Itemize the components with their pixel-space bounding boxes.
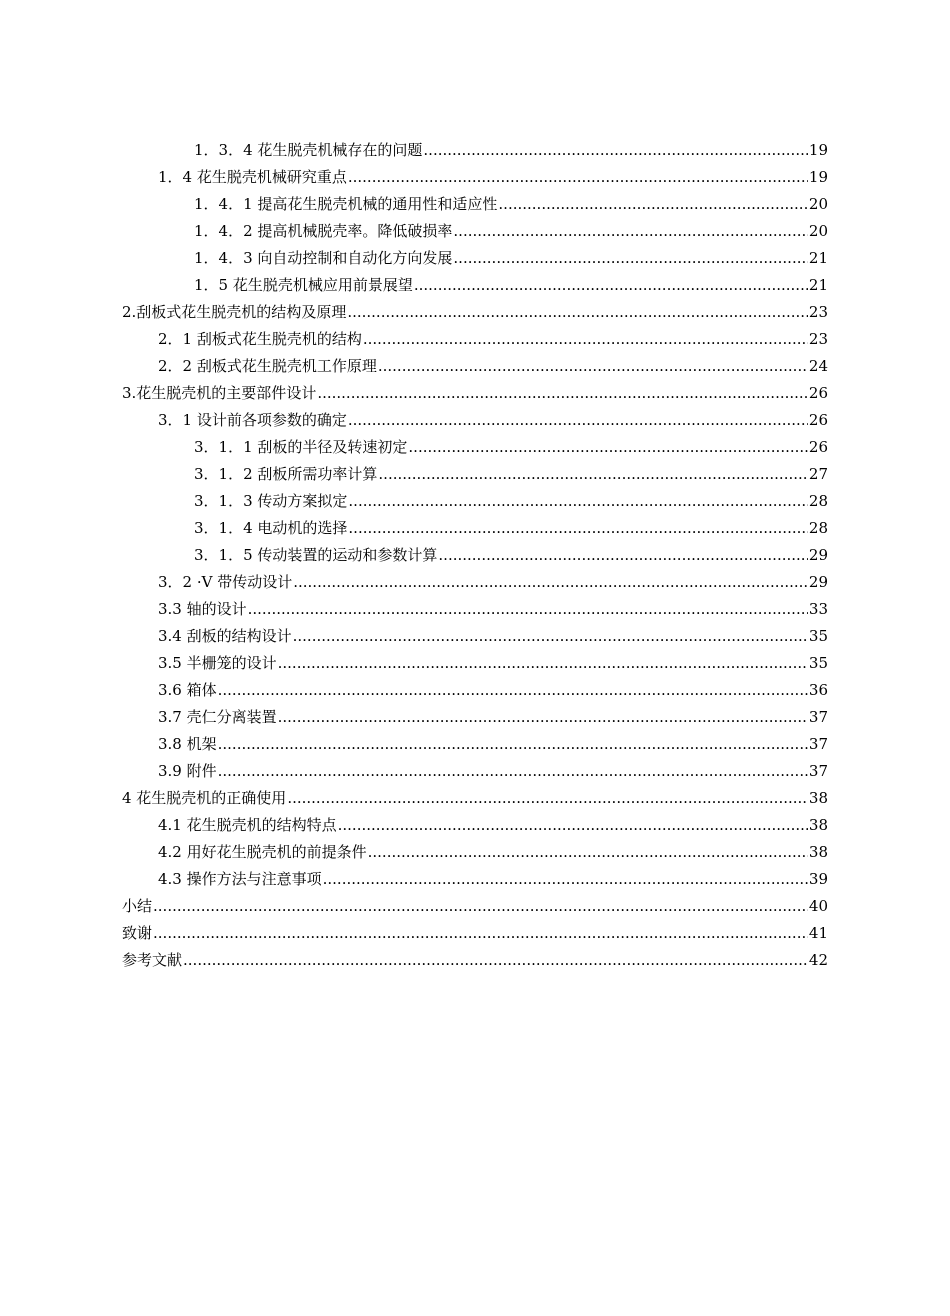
toc-entry-title: 3．1 设计前各项参数的确定 xyxy=(158,411,347,429)
toc-entry-title: 2．2 刮板式花生脱壳机工作原理 xyxy=(158,357,377,375)
toc-entry[interactable] xyxy=(158,677,828,699)
toc-leader-dots xyxy=(218,681,808,699)
toc-leader-dots xyxy=(218,735,808,753)
toc-entry[interactable] xyxy=(158,326,828,348)
toc-leader-dots xyxy=(183,951,808,969)
toc-entry[interactable] xyxy=(194,272,828,294)
toc-entry-page: 38 xyxy=(808,789,828,807)
toc-entry-page: 29 xyxy=(808,573,828,591)
toc-entry-title: 1．4．2 提高机械脱壳率。降低破损率 xyxy=(194,222,453,240)
toc-entry-page: 37 xyxy=(808,735,828,753)
toc-entry-title: 3.5 半栅笼的设计 xyxy=(158,654,277,672)
toc-entry-page: 21 xyxy=(808,249,828,267)
toc-entry-title: 参考文献 xyxy=(122,951,183,969)
toc-leader-dots xyxy=(378,357,808,375)
toc-entry[interactable] xyxy=(158,353,828,375)
toc-entry-page: 37 xyxy=(808,762,828,780)
toc-entry-page: 26 xyxy=(808,411,828,429)
toc-entry-page: 23 xyxy=(808,330,828,348)
toc-entry[interactable] xyxy=(158,731,828,753)
toc-leader-dots xyxy=(453,249,808,267)
toc-entry-title: 1．4 花生脱壳机械研究重点 xyxy=(158,168,347,186)
toc-entry-title: 致谢 xyxy=(122,924,153,942)
toc-leader-dots xyxy=(348,411,808,429)
toc-entry-title: 3．1．3 传动方案拟定 xyxy=(194,492,348,510)
toc-leader-dots xyxy=(347,303,808,321)
toc-entry[interactable] xyxy=(158,704,828,726)
toc-entry-title: 4.2 用好花生脱壳机的前提条件 xyxy=(158,843,367,861)
toc-leader-dots xyxy=(278,654,808,672)
toc-entry-title: 1．4．3 向自动控制和自动化方向发展 xyxy=(194,249,453,267)
toc-entry[interactable] xyxy=(158,866,828,888)
toc-entry-title: 3．1．1 刮板的半径及转速初定 xyxy=(194,438,408,456)
toc-entry-page: 20 xyxy=(808,195,828,213)
toc-leader-dots xyxy=(248,600,808,618)
toc-entry-title: 3．1．4 电动机的选择 xyxy=(194,519,348,537)
toc-leader-dots xyxy=(293,627,808,645)
toc-leader-dots xyxy=(338,816,808,834)
toc-entry[interactable] xyxy=(122,785,828,807)
toc-entry[interactable] xyxy=(158,164,828,186)
toc-entry[interactable] xyxy=(194,218,828,240)
toc-entry[interactable] xyxy=(122,380,828,402)
toc-entry-page: 20 xyxy=(808,222,828,240)
toc-entry-title: 3．1．2 刮板所需功率计算 xyxy=(194,465,378,483)
toc-entry-page: 26 xyxy=(808,384,828,402)
toc-leader-dots xyxy=(453,222,808,240)
toc-entry-page: 24 xyxy=(808,357,828,375)
toc-entry-title: 1．3．4 花生脱壳机械存在的问题 xyxy=(194,141,423,159)
toc-entry[interactable] xyxy=(194,461,828,483)
toc-entry-title: 3.3 轴的设计 xyxy=(158,600,247,618)
toc-leader-dots xyxy=(278,708,808,726)
toc-entry[interactable] xyxy=(158,758,828,780)
toc-entry-page: 38 xyxy=(808,843,828,861)
toc-entry[interactable] xyxy=(158,623,828,645)
toc-entry-page: 28 xyxy=(808,492,828,510)
toc-entry-title: 4 花生脱壳机的正确使用 xyxy=(122,789,287,807)
toc-leader-dots xyxy=(498,195,808,213)
toc-leader-dots xyxy=(317,384,808,402)
toc-entry-page: 29 xyxy=(808,546,828,564)
toc-entry-title: 1．5 花生脱壳机械应用前景展望 xyxy=(194,276,413,294)
toc-entry-title: 3.7 壳仁分离装置 xyxy=(158,708,277,726)
toc-entry[interactable] xyxy=(194,515,828,537)
toc-entry-page: 21 xyxy=(808,276,828,294)
toc-entry-page: 40 xyxy=(808,897,828,915)
toc-leader-dots xyxy=(348,519,808,537)
toc-leader-dots xyxy=(408,438,808,456)
toc-leader-dots xyxy=(293,573,808,591)
toc-entry[interactable] xyxy=(158,569,828,591)
toc-entry-page: 42 xyxy=(808,951,828,969)
toc-leader-dots xyxy=(368,843,808,861)
toc-entry-page: 19 xyxy=(808,141,828,159)
toc-leader-dots xyxy=(378,465,808,483)
toc-entry-page: 26 xyxy=(808,438,828,456)
toc-leader-dots xyxy=(323,870,808,888)
toc-leader-dots xyxy=(153,897,808,915)
toc-entry-page: 19 xyxy=(808,168,828,186)
toc-entry-page: 41 xyxy=(808,924,828,942)
toc-entry[interactable] xyxy=(194,434,828,456)
toc-entry-page: 39 xyxy=(808,870,828,888)
toc-entry[interactable] xyxy=(158,839,828,861)
toc-leader-dots xyxy=(438,546,808,564)
toc-entry[interactable] xyxy=(194,245,828,267)
toc-entry-title: 2.刮板式花生脱壳机的结构及原理 xyxy=(122,303,347,321)
toc-entry[interactable] xyxy=(194,191,828,213)
toc-entry[interactable] xyxy=(158,596,828,618)
toc-entry[interactable] xyxy=(122,920,828,942)
toc-entry[interactable] xyxy=(158,407,828,429)
toc-entry[interactable] xyxy=(194,137,828,159)
toc-entry-title: 3.4 刮板的结构设计 xyxy=(158,627,292,645)
toc-entry-title: 小结 xyxy=(122,897,153,915)
toc-leader-dots xyxy=(287,789,808,807)
toc-entry-title: 2．1 刮板式花生脱壳机的结构 xyxy=(158,330,362,348)
toc-entry-title: 3.8 机架 xyxy=(158,735,217,753)
toc-entry-page: 27 xyxy=(808,465,828,483)
toc-entry[interactable] xyxy=(122,299,828,321)
toc-leader-dots xyxy=(348,492,808,510)
toc-entry[interactable] xyxy=(194,488,828,510)
toc-entry[interactable] xyxy=(158,812,828,834)
toc-entry[interactable] xyxy=(194,542,828,564)
toc-entry-title: 4.1 花生脱壳机的结构特点 xyxy=(158,816,337,834)
toc-entry-page: 33 xyxy=(808,600,828,618)
toc-entry-page: 35 xyxy=(808,627,828,645)
toc-entry-page: 37 xyxy=(808,708,828,726)
toc-leader-dots xyxy=(414,276,808,294)
toc-entry-title: 1．4．1 提高花生脱壳机械的通用性和适应性 xyxy=(194,195,498,213)
toc-entry[interactable] xyxy=(122,893,828,915)
toc-entry-title: 3.9 附件 xyxy=(158,762,217,780)
toc-entry-title: 3．2 ·V 带传动设计 xyxy=(158,573,293,591)
toc-entry-title: 4.3 操作方法与注意事项 xyxy=(158,870,322,888)
toc-leader-dots xyxy=(423,141,808,159)
toc-leader-dots xyxy=(218,762,808,780)
toc-leader-dots xyxy=(363,330,808,348)
toc-entry-page: 38 xyxy=(808,816,828,834)
toc-leader-dots xyxy=(348,168,808,186)
toc-entry-title: 3．1．5 传动装置的运动和参数计算 xyxy=(194,546,438,564)
toc-entry-page: 36 xyxy=(808,681,828,699)
toc-entry-title: 3.6 箱体 xyxy=(158,681,217,699)
toc-entry[interactable] xyxy=(158,650,828,672)
toc-entry[interactable] xyxy=(122,947,828,969)
toc-leader-dots xyxy=(153,924,808,942)
toc-entry-title: 3.花生脱壳机的主要部件设计 xyxy=(122,384,317,402)
toc-entry-page: 35 xyxy=(808,654,828,672)
toc-entry-page: 23 xyxy=(808,303,828,321)
toc-entry-page: 28 xyxy=(808,519,828,537)
